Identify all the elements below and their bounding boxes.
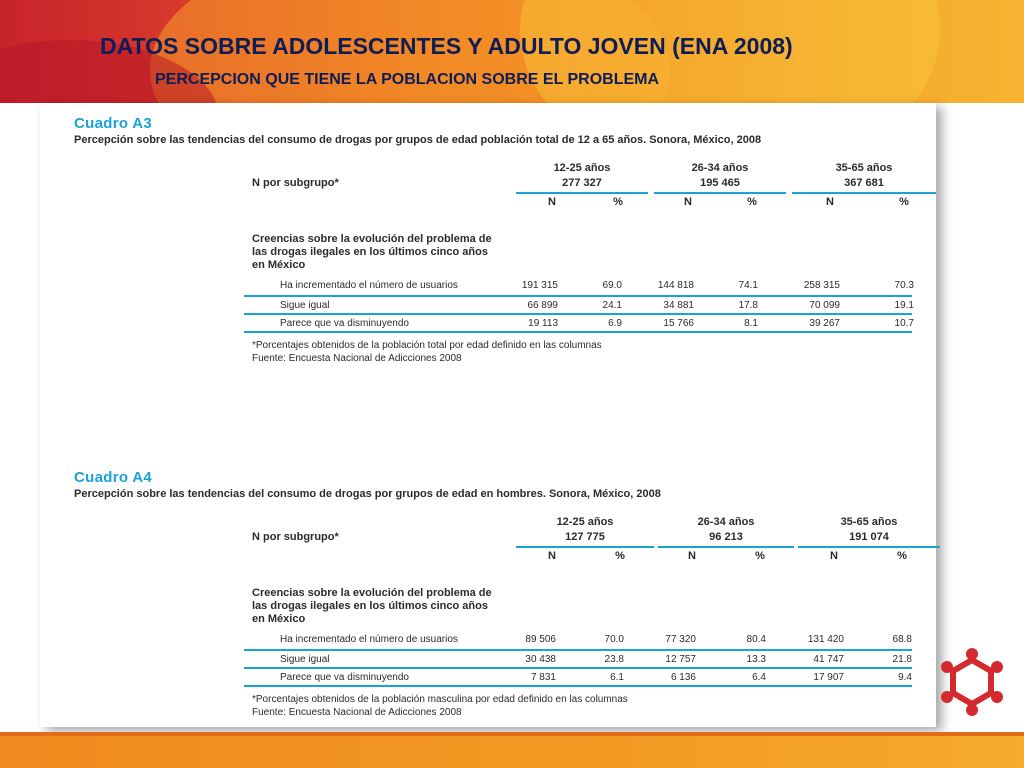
cell: 68.8 <box>892 634 912 645</box>
cell: 9.4 <box>898 672 912 683</box>
footer-bar <box>0 732 1024 768</box>
cell: 39 267 <box>809 318 840 329</box>
document-image <box>40 103 936 727</box>
cell: 6.9 <box>608 318 622 329</box>
footer-rule <box>0 732 1024 736</box>
group-name: 35-65 años <box>840 516 898 528</box>
group-n: 96 213 <box>709 531 743 543</box>
beliefs-heading: Creencias sobre la evolución del problema de las drogas ilegales en los últimos cinco años en México <box>252 233 492 271</box>
slide-subtitle: PERCEPCION QUE TIENE LA POBLACION SOBRE EL PROBLEMA <box>155 71 660 88</box>
cell: 69.0 <box>602 280 622 291</box>
cell: 17.8 <box>738 300 758 311</box>
col-n: N <box>548 550 556 562</box>
cell: 191 315 <box>521 280 558 291</box>
col-pct: % <box>897 550 907 562</box>
col-pct: % <box>613 196 623 208</box>
cuadro-caption: Percepción sobre las tendencias del consumo de drogas por grupos de edad población total de 12 a 65 años. Sonora, México, 2008 <box>74 134 762 146</box>
table-note: *Porcentajes obtenidos de la población masculina por edad definido en las columnas <box>252 694 628 705</box>
cell: 6.1 <box>610 672 624 683</box>
cell: 13.3 <box>746 654 766 665</box>
group-header <box>654 161 786 194</box>
cell: 30 438 <box>525 654 556 665</box>
table-bottom-rule <box>244 685 912 687</box>
table-row <box>244 295 912 314</box>
row-label: Ha incrementado el número de usuarios <box>280 280 458 291</box>
col-n: N <box>826 196 834 208</box>
group-n: 277 327 <box>562 177 602 189</box>
group-header-row <box>244 515 912 549</box>
row-label: Ha incrementado el número de usuarios <box>280 634 458 645</box>
row-label: Sigue igual <box>280 654 330 665</box>
col-pct: % <box>755 550 765 562</box>
red-molecule-ring-icon <box>936 646 1008 718</box>
cell: 77 320 <box>665 634 696 645</box>
col-pct: % <box>747 196 757 208</box>
group-header <box>516 161 648 194</box>
cell: 34 881 <box>663 300 694 311</box>
group-header <box>798 515 940 548</box>
group-n: 191 074 <box>849 531 889 543</box>
col-pct: % <box>899 196 909 208</box>
group-header <box>658 515 794 548</box>
group-name: 26-34 años <box>691 162 749 174</box>
data-table <box>244 161 914 364</box>
cell: 258 315 <box>803 280 840 291</box>
col-pct: % <box>615 550 625 562</box>
row-label: Parece que va disminuyendo <box>280 318 409 329</box>
group-header <box>516 515 654 548</box>
cell: 15 766 <box>663 318 694 329</box>
cell: 70.0 <box>604 634 624 645</box>
group-n: 195 465 <box>700 177 740 189</box>
n-subgroup-label: N por subgrupo* <box>252 531 339 543</box>
table-source: Fuente: Encuesta Nacional de Adicciones 2008 <box>252 353 462 364</box>
table-bottom-rule <box>244 331 912 333</box>
col-n: N <box>830 550 838 562</box>
cell: 144 818 <box>657 280 694 291</box>
cuadro-title: Cuadro A3 <box>74 115 152 132</box>
cell: 70 099 <box>809 300 840 311</box>
cell: 23.8 <box>604 654 624 665</box>
cell: 41 747 <box>813 654 844 665</box>
group-header <box>792 161 936 194</box>
table-row <box>244 631 912 648</box>
cuadro-a3 <box>74 115 914 364</box>
cell: 66 899 <box>527 300 558 311</box>
table-row <box>244 649 912 668</box>
cell: 74.1 <box>738 280 758 291</box>
cell: 80.4 <box>746 634 766 645</box>
cell: 8.1 <box>744 318 758 329</box>
cell: 17 907 <box>813 672 844 683</box>
cell: 7 831 <box>530 672 556 683</box>
group-name: 35-65 años <box>835 162 893 174</box>
data-table <box>244 515 912 718</box>
cell: 89 506 <box>525 634 556 645</box>
group-name: 26-34 años <box>697 516 755 528</box>
cuadro-title: Cuadro A4 <box>74 469 152 486</box>
group-name: 12-25 años <box>556 516 614 528</box>
table-row <box>244 313 912 332</box>
row-label: Parece que va disminuyendo <box>280 672 409 683</box>
group-header-row <box>244 161 912 195</box>
table-source: Fuente: Encuesta Nacional de Adicciones 2008 <box>252 707 462 718</box>
slide-title: DATOS SOBRE ADOLESCENTES Y ADULTO JOVEN (ENA 2008) <box>100 33 793 59</box>
cell: 131 420 <box>807 634 844 645</box>
col-n: N <box>688 550 696 562</box>
group-n: 367 681 <box>844 177 884 189</box>
table-row <box>244 667 912 686</box>
column-header-row <box>244 549 912 565</box>
n-subgroup-label: N por subgrupo* <box>252 177 339 189</box>
col-n: N <box>684 196 692 208</box>
table-row <box>244 277 912 294</box>
cuadro-a4 <box>74 469 914 718</box>
cell: 24.1 <box>602 300 622 311</box>
cell: 6 136 <box>670 672 696 683</box>
cell: 12 757 <box>665 654 696 665</box>
group-n: 127 775 <box>565 531 605 543</box>
cell: 10.7 <box>894 318 914 329</box>
column-header-row <box>244 195 912 211</box>
beliefs-heading: Creencias sobre la evolución del problema de las drogas ilegales en los últimos cinco años en México <box>252 587 492 625</box>
cell: 19.1 <box>894 300 914 311</box>
cuadro-caption: Percepción sobre las tendencias del consumo de drogas por grupos de edad en hombres. Sonora, México, 2008 <box>74 488 661 500</box>
group-name: 12-25 años <box>553 162 611 174</box>
row-label: Sigue igual <box>280 300 330 311</box>
col-n: N <box>548 196 556 208</box>
cell: 21.8 <box>892 654 912 665</box>
table-note: *Porcentajes obtenidos de la población total por edad definido en las columnas <box>252 340 602 351</box>
cell: 70.3 <box>894 280 914 291</box>
cell: 19 113 <box>528 318 558 329</box>
cell: 6.4 <box>752 672 766 683</box>
